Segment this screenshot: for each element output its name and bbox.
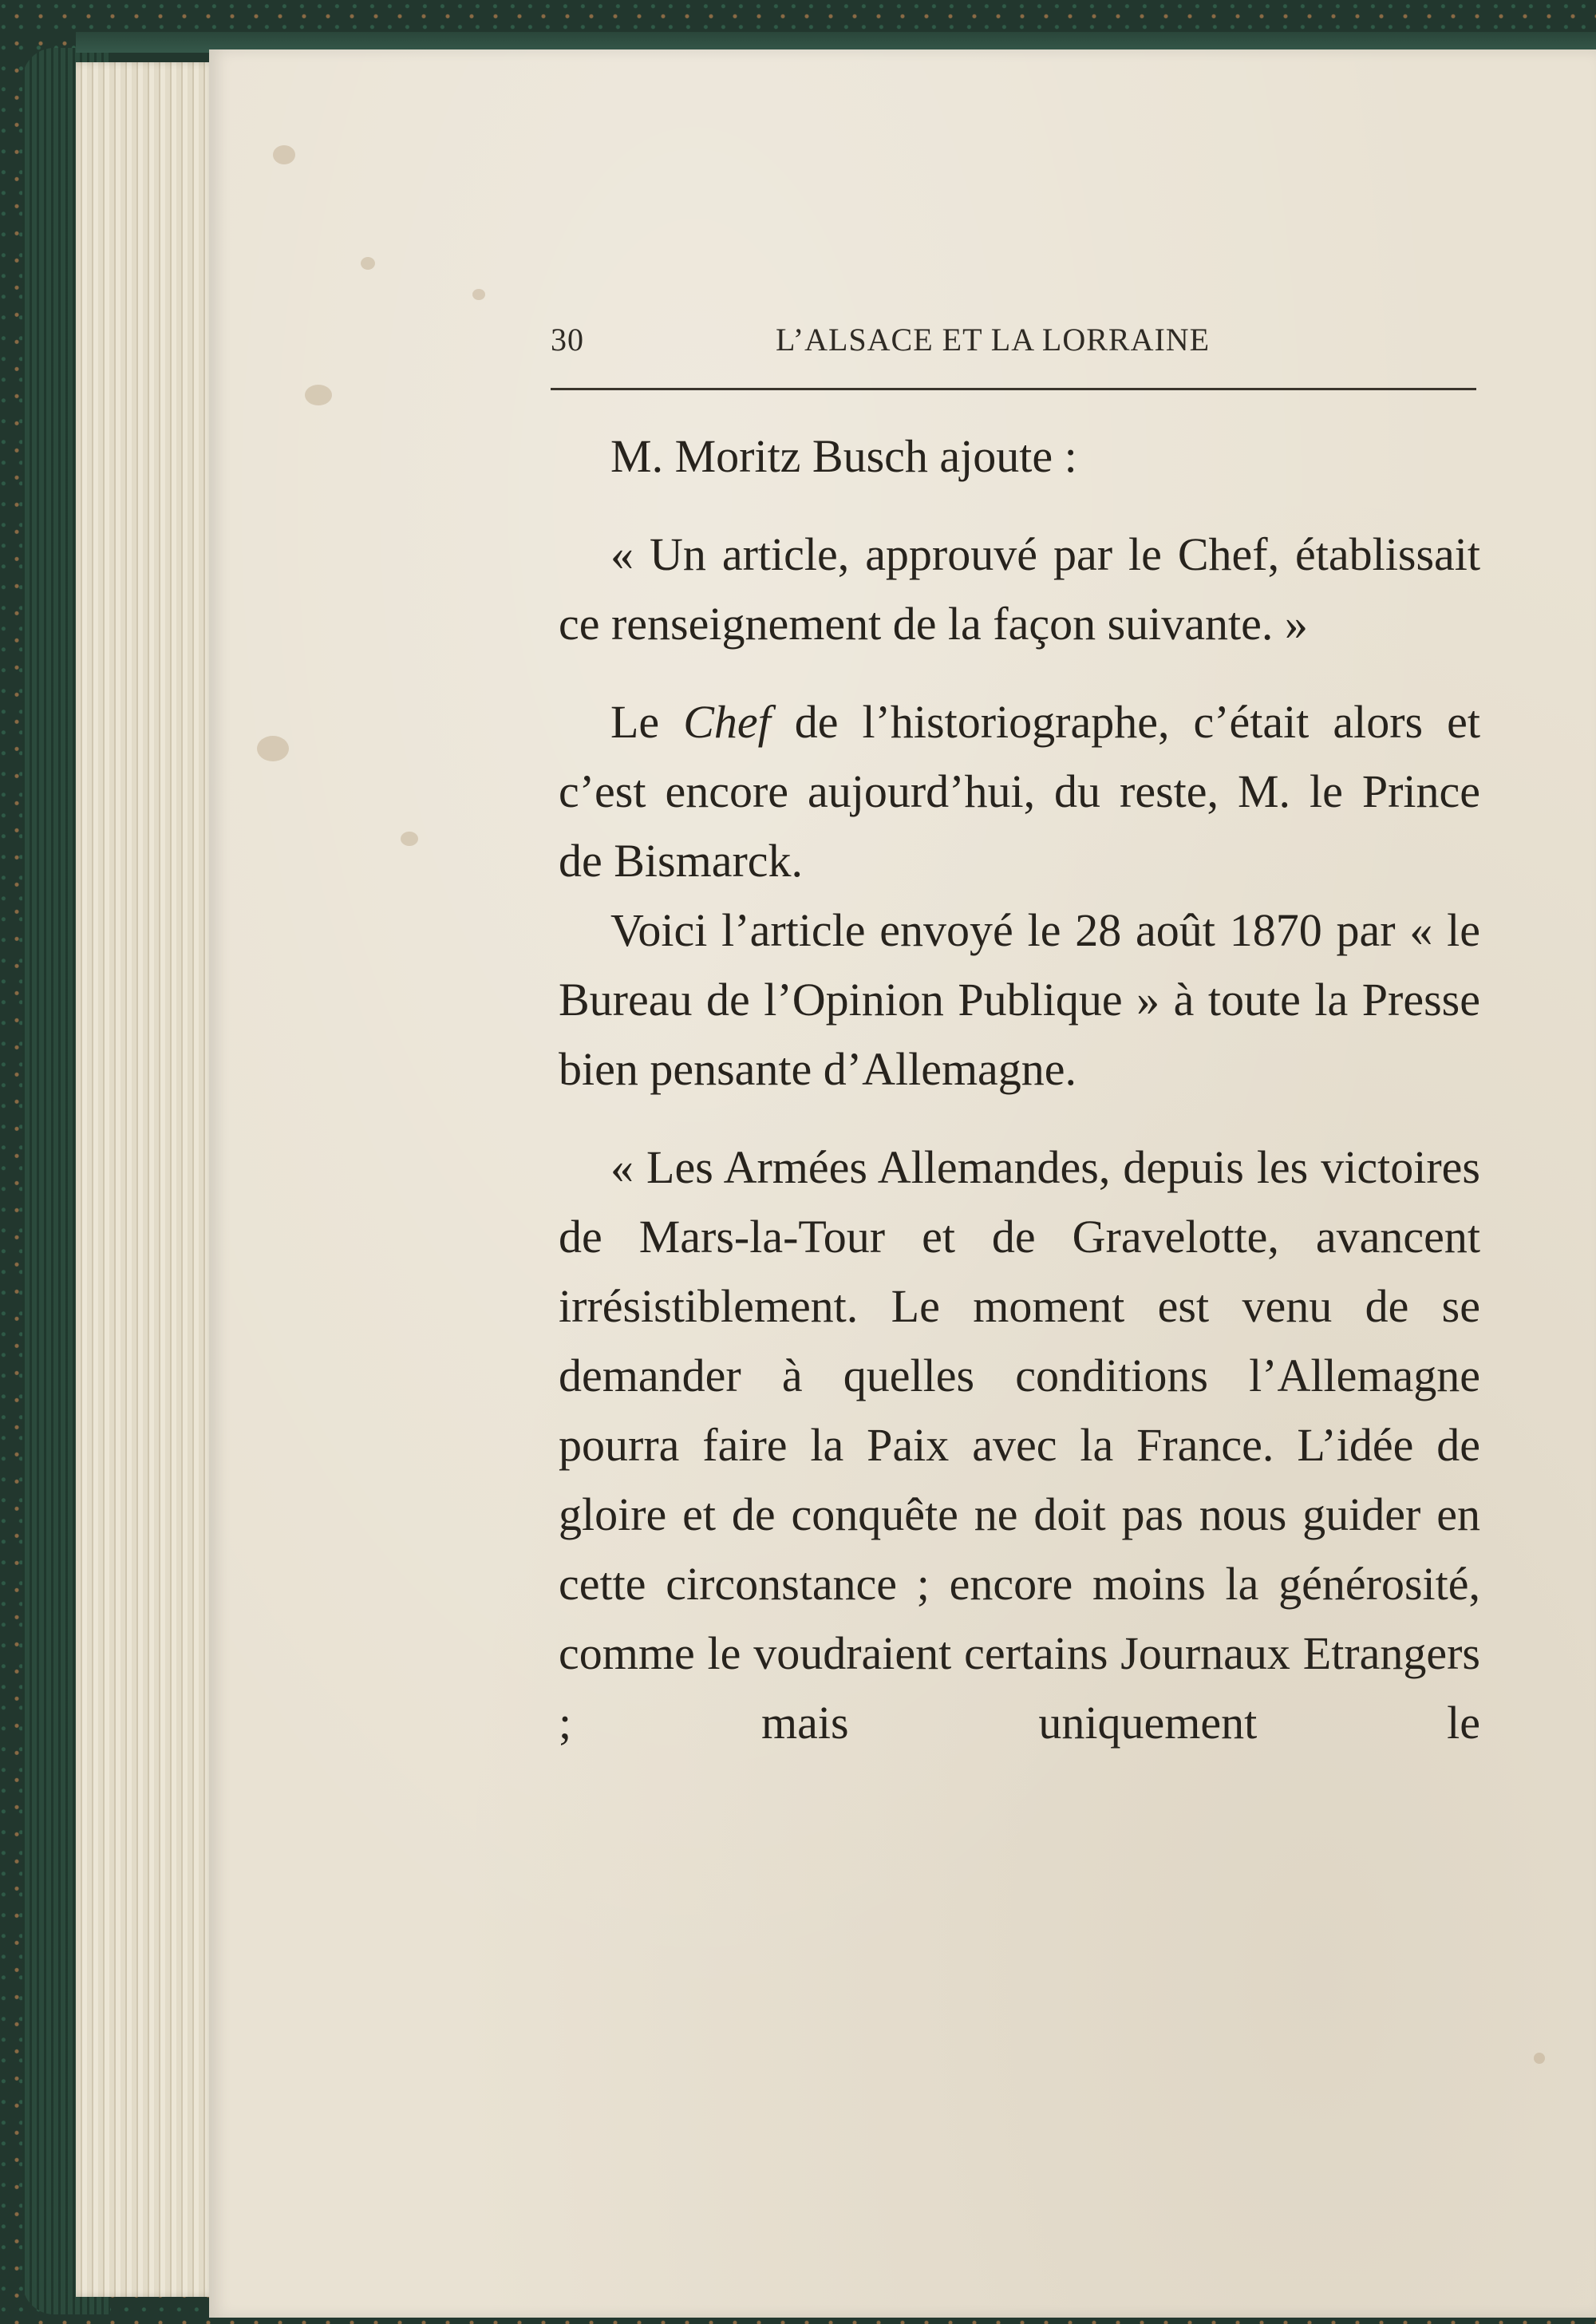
paragraph-1: M. Moritz Busch ajoute : (610, 430, 1077, 482)
running-title: L’ALSACE ET LA LORRAINE (776, 322, 1211, 358)
foxing-spot (472, 289, 485, 300)
paragraph-3 (559, 687, 1480, 895)
foxing-spot (1534, 2053, 1545, 2064)
header-rule (551, 388, 1476, 390)
paragraph-2: « Un article, approuvé par le Chef, établissait ce renseignement de la façon suivante. » (559, 528, 1480, 650)
body-text (559, 421, 1480, 1757)
page-header (551, 321, 1476, 369)
paragraph-3-italic: Chef (683, 696, 771, 748)
page-number: 30 (551, 322, 584, 358)
foxing-spot (361, 257, 375, 270)
paragraph-3-start: Le (610, 696, 684, 748)
page-edges (76, 62, 215, 2297)
foxing-spot (273, 145, 295, 164)
foxing-spot (401, 832, 418, 846)
paragraph-4: Voici l’article envoyé le 28 août 1870 par « le Bureau de l’Opinion Publique » à toute la Presse bien pensante d’Allemagne. (559, 904, 1480, 1095)
foxing-spot (305, 385, 332, 405)
paragraph-5: « Les Armées Allemandes, depuis les victoires de Mars-la-Tour et de Gravelotte, avancent irrésistiblement. Le moment est venu de se demander à quelles conditions l’Allemagne pourra faire la Paix avec la France. L’idée de gloire et de conquête ne doit pas nous guider en cette circonstance ; encore moins la générosité, comme le voudraient certains Journaux Etrangers ; mais uniquement le (559, 1141, 1480, 1749)
paragraph-3-end: de l’historiographe, c’était alors et c’est encore aujourd’hui, du reste, M. le Prince de Bismarck. (559, 696, 1480, 887)
foxing-spot (257, 736, 289, 761)
